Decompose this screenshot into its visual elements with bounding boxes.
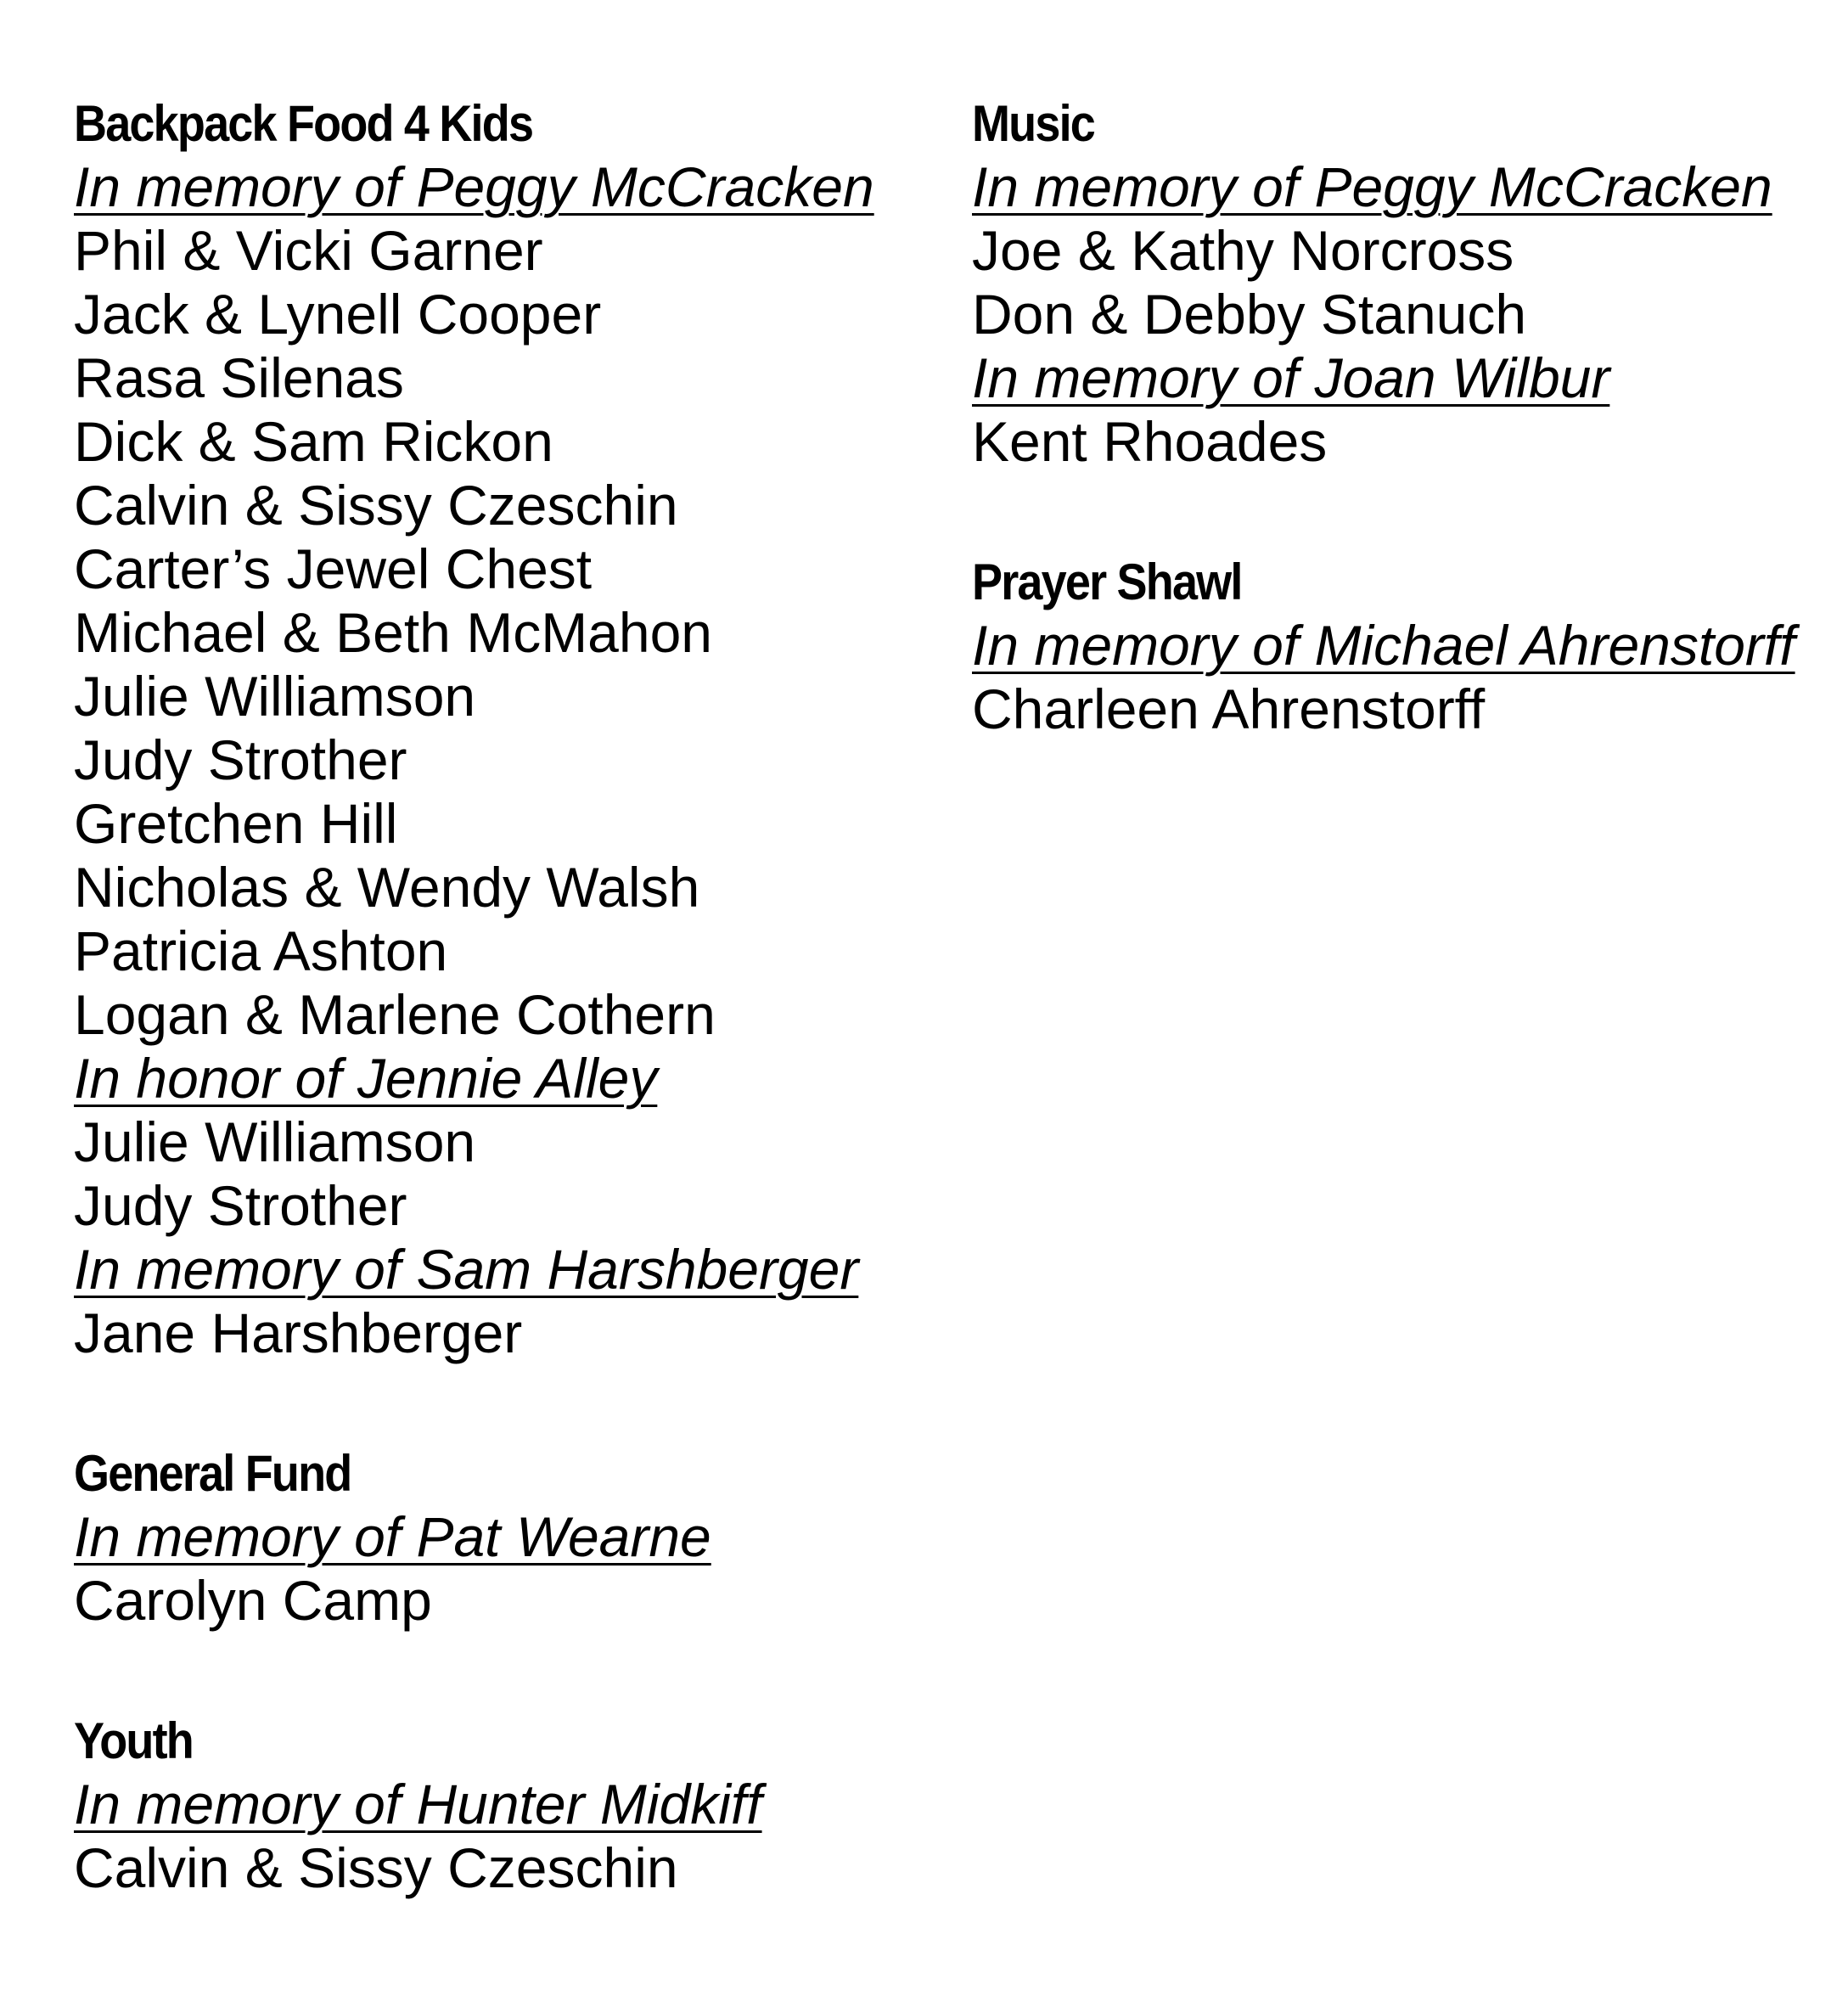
donor-name: Carter’s Jewel Chest [74,537,593,600]
fund-heading: Prayer Shawl [972,554,1242,610]
right-column [972,92,1838,818]
fund-heading: General Fund [74,1445,351,1502]
donor-name: Judy Strother [74,1174,407,1237]
donor-name: Charleen Ahrenstorff [972,677,1486,740]
donor-name: Rasa Silenas [74,346,404,409]
fund-section [972,92,1838,474]
donor-name: Gretchen Hill [74,792,398,855]
donor-name: Jack & Lynell Cooper [74,283,602,346]
left-column [74,92,940,1976]
donor-name: Dick & Sam Rickon [74,410,553,473]
donor-name: Carolyn Camp [74,1569,432,1632]
fund-section [74,92,940,1365]
donor-name: Michael & Beth McMahon [74,601,713,664]
dedication-line: In honor of Jennie Alley [74,1047,658,1110]
donor-name: Calvin & Sissy Czeschin [74,474,678,537]
donor-name: Jane Harshberger [74,1301,523,1364]
fund-heading: Youth [74,1712,193,1769]
donor-name: Joe & Kathy Norcross [972,219,1514,282]
donor-name: Judy Strother [74,728,407,791]
dedication-line: In memory of Michael Ahrenstorff [972,614,1795,677]
donor-name: Logan & Marlene Cothern [74,983,716,1046]
donor-name: Kent Rhoades [972,410,1328,473]
donor-name: Calvin & Sissy Czeschin [74,1836,678,1899]
donor-name: Patricia Ashton [74,919,448,982]
donor-name: Julie Williamson [74,1110,476,1173]
donor-name: Phil & Vicki Garner [74,219,543,282]
donor-name: Nicholas & Wendy Walsh [74,856,700,919]
dedication-line: In memory of Hunter Midkiff [74,1773,762,1835]
fund-heading: Music [972,95,1095,152]
dedication-line: In memory of Pat Wearne [74,1505,711,1568]
fund-section [972,550,1838,741]
fund-section [74,1442,940,1633]
fund-heading: Backpack Food 4 Kids [74,95,533,152]
dedication-line: In memory of Joan Wilbur [972,346,1610,409]
donor-name: Julie Williamson [74,665,476,728]
dedication-line: In memory of Peggy McCracken [74,155,874,218]
fund-section [74,1709,940,1900]
donor-name: Don & Debby Stanuch [972,283,1527,346]
dedication-line: In memory of Peggy McCracken [972,155,1772,218]
dedication-line: In memory of Sam Harshberger [74,1238,859,1301]
